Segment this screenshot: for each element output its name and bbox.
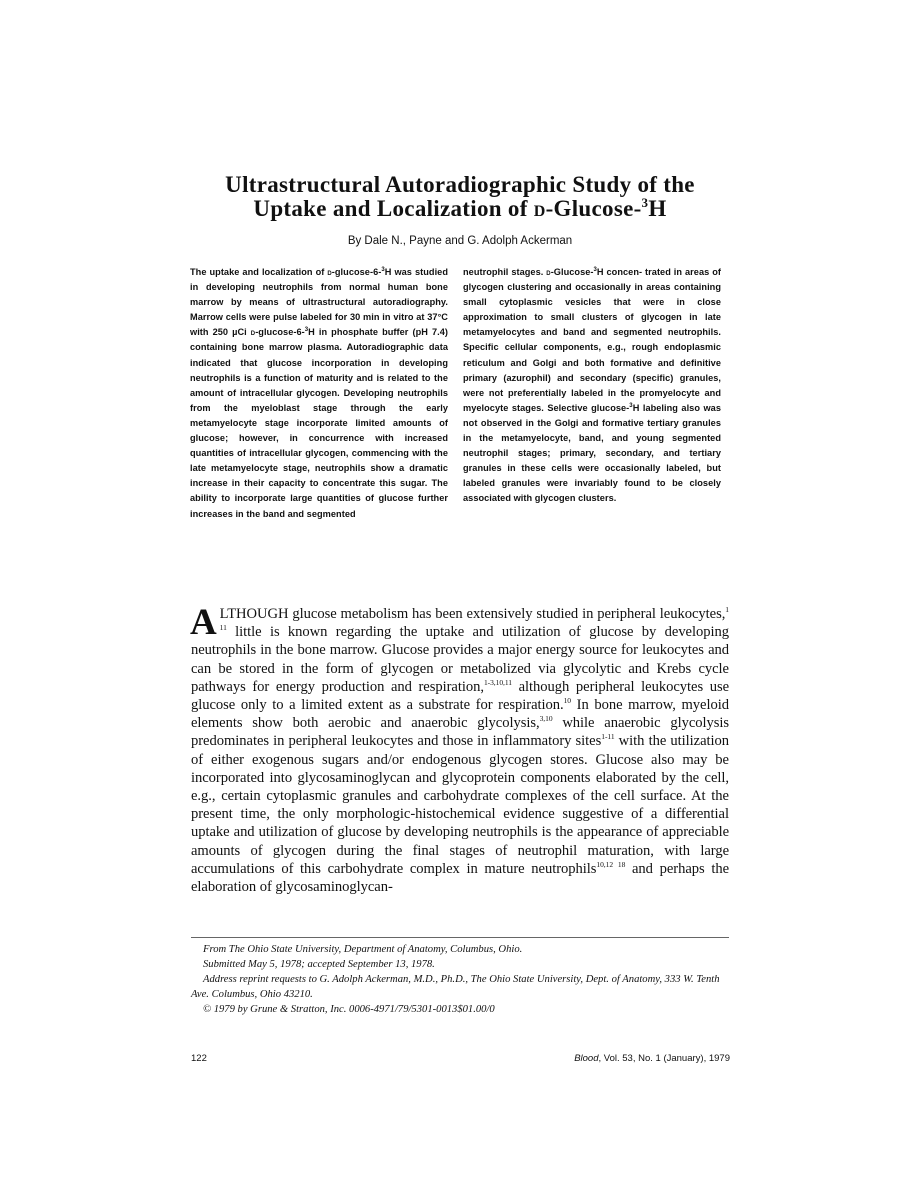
abstract-text: -glucose-6- [331, 267, 382, 277]
abstract-text: -Glucose- [550, 267, 594, 277]
abstract-smallcaps: d [327, 267, 332, 277]
page-footer [191, 1053, 730, 1064]
abstract-column-right [463, 265, 721, 507]
citation-ref: 1 11 [219, 605, 729, 633]
title-line-2-text: Uptake and Localization of [253, 196, 534, 221]
body-text-segment: little is known regarding the uptake and utilization of glucose by developing neutrophils in the bone marrow. Glucose provides a major energy source for leukocytes and can be stored in the form of glycogen or metabolized via glycolytic and Krebs cycle pathways for energy production and respiration, [191, 624, 729, 695]
footnote-reprint-address: Address reprint requests to G. Adolph Ackerman, M.D., Ph.D., The Ohio State University, Dept. of Anatomy, 333 W. Tenth Ave. Columbus, Ohio 43210. [191, 974, 720, 1001]
abstract-text: H in phosphate [308, 327, 379, 338]
title-line-2-glucose: -Glucose- [545, 196, 642, 221]
abstract-superscript: 3 [629, 402, 633, 409]
title-line-1: Ultrastructural Autoradiographic Study of the [225, 172, 695, 197]
title-line-2-end: H [648, 196, 667, 221]
abstract-text: trated in areas of glycogen clustering and occasionally in areas containing small cytoplasmic vesicles that were in close approximation to small clusters of glycogen in late metamyelocytes and band and segmented neutrophils. Specific cellular components, e.g., rough endoplasmic reticulum and Golgi and both formative and definitive primary (azurophil) and secondary (specific) granules, were not preferentially labeled in the promyelocyte and myelocyte stages. Selective glucose- [463, 267, 721, 413]
article-body [190, 602, 730, 896]
citation-ref: 1-3,10,11 [483, 677, 512, 687]
abstract-text: with 250 µCi [190, 327, 251, 338]
body-text-segment: with the utilization of either exogenous sugars and/or endogenous glycogen stores. Glucose also may be incorporated into glycosaminoglycan and glycoprotein components elaborated by the cell, e.g., certain cytoplasmic granules and carbohydrate complexes of the cell surface. At the present time, the only morphologic-histochemical evidence suggestive of a differential uptake and utilization of glucose by developing neutrophils is the appearance of appreciable amounts of glycogen during the final stages of neutrophil maturation, with large accumulations of this carbohydrate complex in mature neutrophils [191, 733, 730, 877]
article-title [180, 173, 740, 221]
abstract-superscript: 3 [593, 267, 597, 273]
journal-name: Blood [574, 1053, 599, 1064]
body-text-segment: while anaerobic glycolysis predominates in peripheral leukocytes and those in inflammatory sites [191, 715, 730, 750]
journal-volume-info: , Vol. 53, No. 1 (January), 1979 [598, 1053, 730, 1064]
citation-ref: 1-11 [601, 732, 615, 742]
abstract-text: buffer (pH 7.4) containing bone marrow plasma. Autoradiographic data indicated that glucose incorporation in developing neutrophils is a function of maturity and is related to the amount of intracellular glycogen. Developing neutrophils from the myeloblast stage through the early metamyelocyte stage incorporate limited amounts of glucose; however, in concurrence with increased quantities of intracellular glycogen, commencing with the late metamyelocyte stage, neutrophils show a dramatic increase in their capacity to concentrate this sugar. The ability to incorporate large quantities of glucose further increases in the band and segmented [190, 327, 448, 519]
footnote-affiliation: From The Ohio State University, Department of Anatomy, Columbus, Ohio. [203, 944, 523, 955]
title-line-2 [253, 196, 666, 221]
body-text-segment: although peripheral leukocytes use glucose only to a limited extent as a substrate for respiration. [191, 678, 730, 714]
body-text-segment: and perhaps the elaboration of glycosaminoglycan- [191, 860, 729, 896]
abstract-text: H concen- [596, 267, 643, 277]
abstract-column-left [190, 265, 448, 522]
citation-ref: 10,12 18 [596, 859, 626, 869]
footnotes [191, 942, 731, 1017]
page-number: 122 [191, 1053, 207, 1064]
abstract-text: H labeling also was not observed in the Golgi and formative tertiary granules in the metamyelocyte, band, and young segmented neutrophil stages; primary, secondary, and tertiary granules in these cells were occasionally labeled, but labeled granules were invariably found to be closely associated with glycogen clusters. [463, 402, 721, 504]
abstract-smallcaps: d [250, 327, 256, 338]
footnote-copyright: © 1979 by Grune & Stratton, Inc. 0006-4971/79/5301-0013$01.00/0 [203, 1004, 495, 1016]
abstract-superscript: 3 [304, 327, 309, 334]
body-text-segment: In bone marrow, myeloid elements show both aerobic and anaerobic glycolysis, [191, 697, 729, 732]
footnote-submission-dates: Submitted May 5, 1978; accepted September 13, 1978. [203, 959, 435, 971]
body-text-segment: LTHOUGH glucose metabolism has been extensively studied in peripheral leukocytes, [219, 606, 726, 622]
author-byline: By Dale N., Payne and G. Adolph Ackerman [347, 235, 573, 247]
citation-ref: 10 [563, 696, 571, 706]
abstract-superscript: 3 [381, 267, 385, 273]
abstract-text: H [384, 267, 392, 277]
drop-cap: A [190, 602, 217, 643]
abstract-smallcaps: d [546, 267, 551, 277]
abstract-text: neutrophil stages. [463, 267, 547, 277]
footnote-divider [191, 937, 729, 938]
abstract-text: The uptake and localization of [190, 267, 328, 277]
journal-citation [574, 1053, 730, 1064]
abstract-text: -glucose-6- [255, 327, 305, 338]
citation-ref: 3,10 [539, 714, 553, 724]
title-superscript: 3 [641, 195, 649, 210]
title-smallcaps-d: d [533, 196, 546, 221]
abstract-text: was studied in developing neutrophils from normal human bone marrow by means of ultrastructural autoradiography. Marrow cells were pulse labeled for 30 min in vitro at 37°C [190, 267, 449, 323]
